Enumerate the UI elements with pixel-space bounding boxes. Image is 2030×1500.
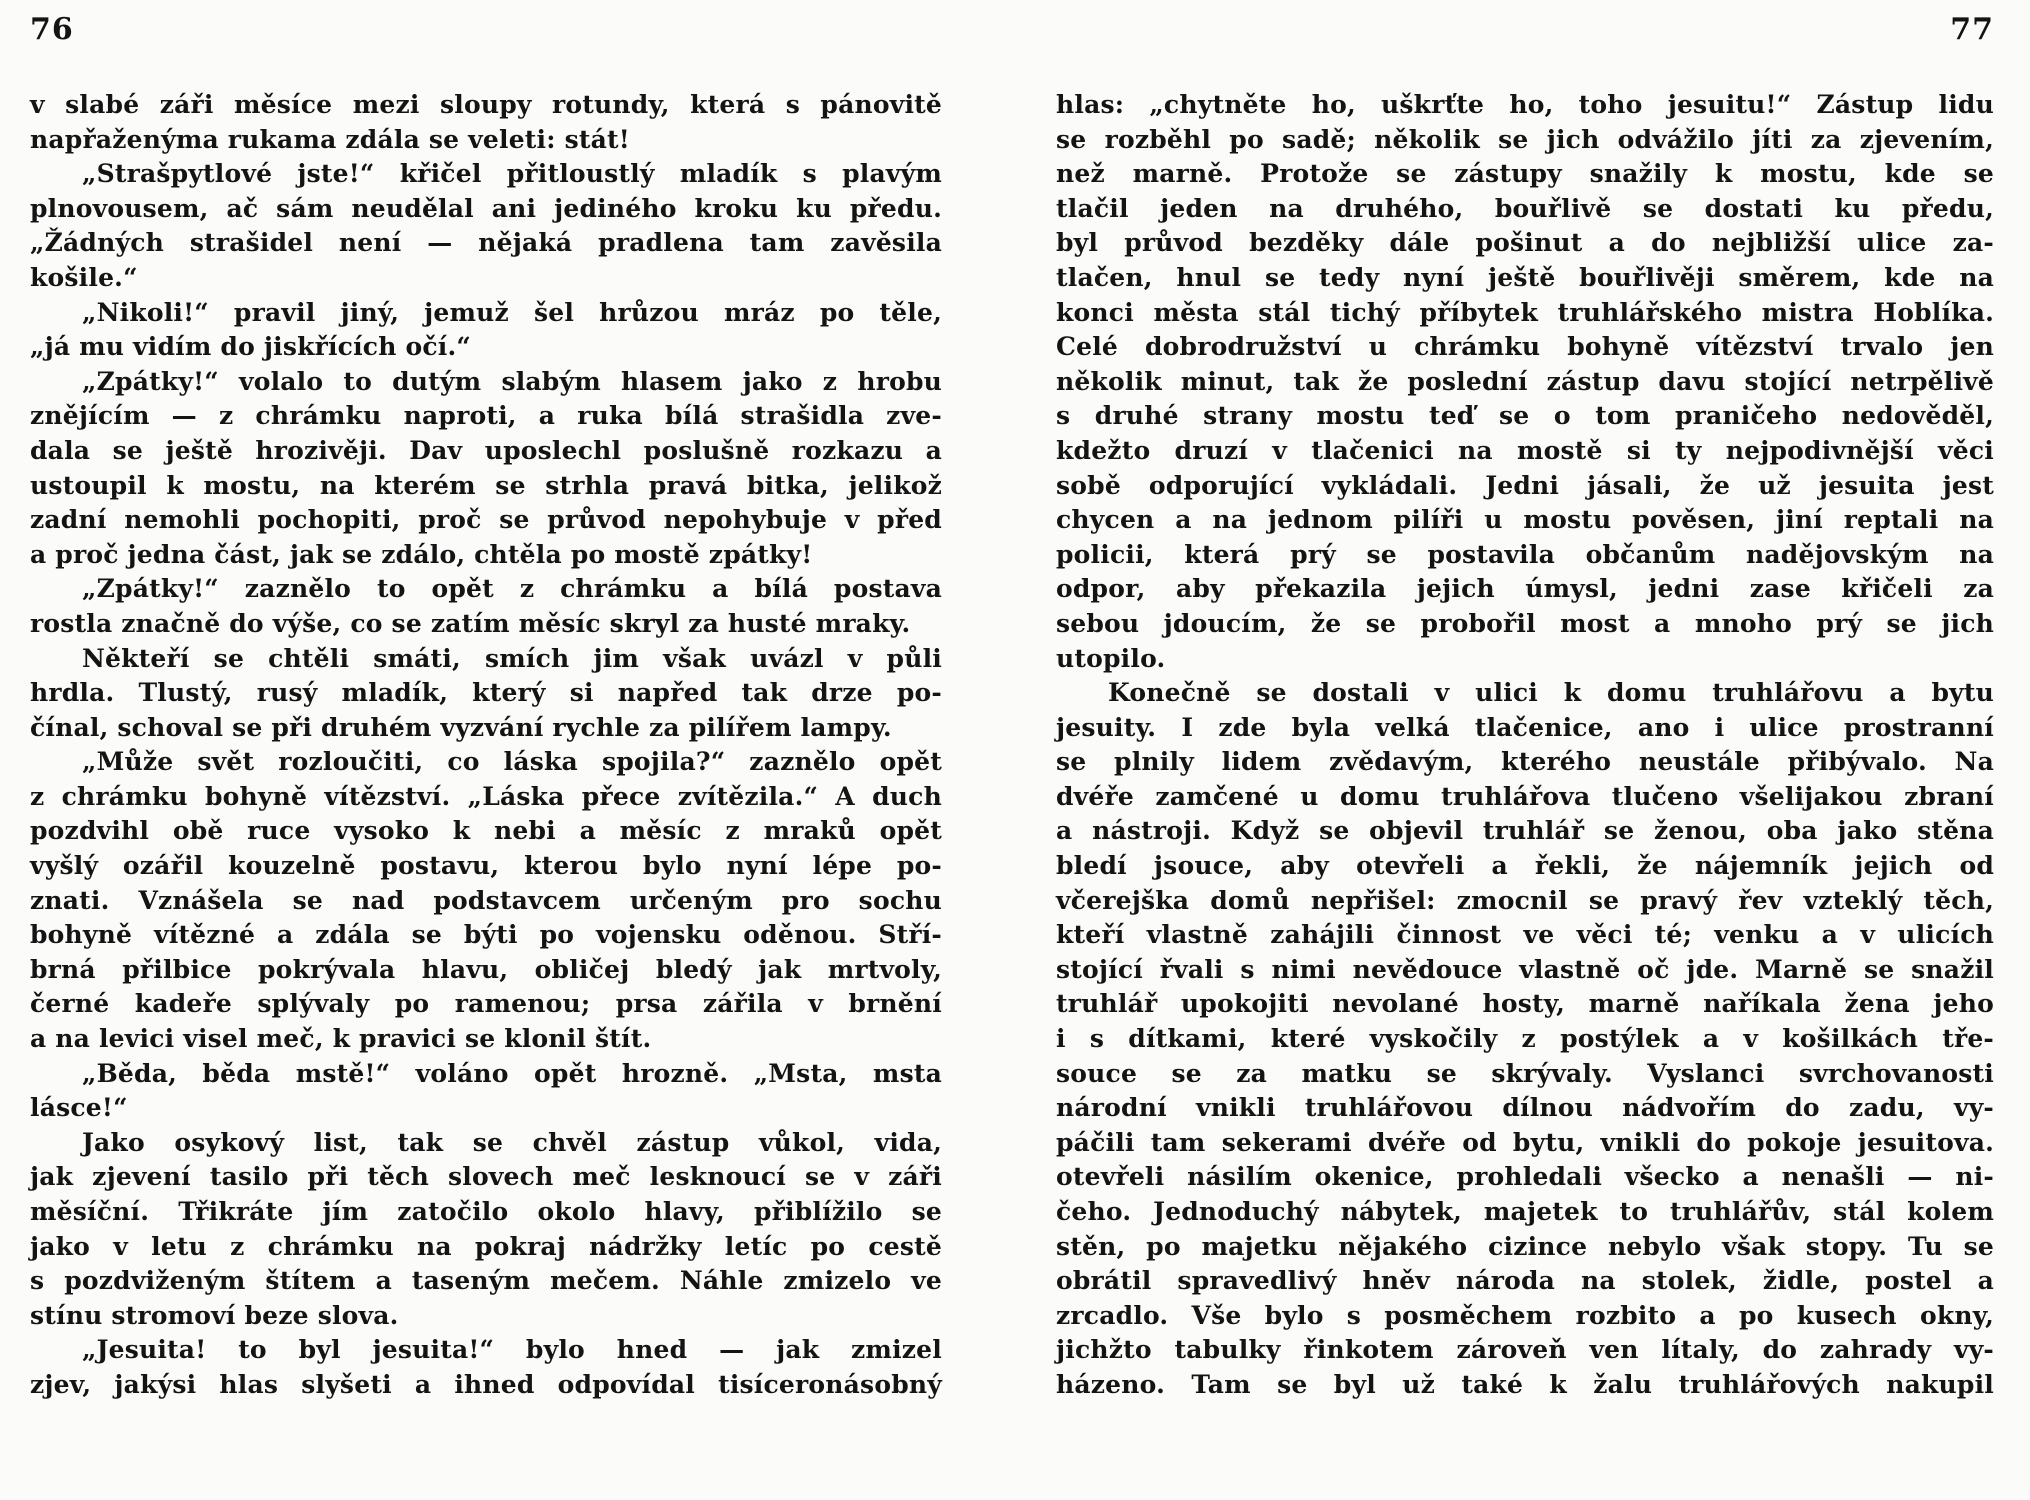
text-line: „Žádných strašidel není — nějaká pradlena tam zavěsila — [30, 228, 942, 258]
text-line: brná přilbice pokrývala hlavu, obličej bledý jak mrtvoly, — [30, 954, 942, 984]
text-line: a na levici visel meč, k pravici se klonil štít. — [30, 1024, 652, 1054]
text-line: tlačil jeden na druhého, bouřlivě se dostati ku předu, — [1056, 193, 1994, 223]
text-line: hrdla. Tlustý, rusý mladík, který si napřed tak drze po- — [30, 678, 942, 708]
text-line: jesuity. I zde byla velká tlačenice, ano i ulice prostranní — [1056, 712, 1994, 742]
text-line: a proč jedna část, jak se zdálo, chtěla po mostě zpátky! — [30, 539, 813, 569]
text-line: dala se ještě hrozivěji. Dav uposlechl poslušně rozkazu a — [30, 435, 942, 465]
text-line: kdežto druzí v tlačenici na mostě si ty nejpodivnější věci — [1056, 435, 1994, 465]
text-column-right — [1056, 88, 1994, 1403]
text-line: „Zpátky!“ zaznělo to opět z chrámku a bílá postava — [82, 574, 942, 604]
text-line: plnovousem, ač sám neudělal ani jediného kroku ku předu. — [30, 193, 942, 223]
text-line: černé kadeře splývaly po ramenou; prsa zářila v brnění — [30, 989, 942, 1019]
text-line: jichžto tabulky řinkotem zároveň ven lítaly, do zahrady vy- — [1056, 1335, 1994, 1365]
text-line: obrátil spravedlivý hněv národa na stolek, židle, postel a — [1056, 1266, 1994, 1296]
text-line: sobě odporující vykládali. Jedni jásali, že už jesuita jest — [1056, 470, 1994, 500]
text-line: a nástroji. Když se objevil truhlář se ženou, oba jako stěna — [1056, 816, 1994, 846]
text-line: zadní nemohli pochopiti, proč se průvod nepohybuje v před — [30, 505, 942, 535]
text-line: jak zjevení tasilo při těch slovech meč lesknoucí se v záři — [30, 1162, 942, 1192]
text-line: páčili tam sekerami dvéře od bytu, vnikli do pokoje jesuitova. — [1056, 1127, 1994, 1157]
text-line: Někteří se chtěli smáti, smích jim však uvázl v půli — [82, 643, 942, 673]
text-line: čeho. Jednoduchý nábytek, majetek to truhlářův, stál kolem — [1056, 1197, 1994, 1226]
text-line: ustoupil k mostu, na kterém se strhla pravá bitka, jelikož — [30, 470, 942, 500]
page-number-left: 76 — [30, 12, 74, 47]
text-line: zrcadlo. Vše bylo s posměchem rozbito a po kusech okny, — [1056, 1300, 1994, 1330]
text-line: hlas: „chytněte ho, uškrťte ho, toho jesuitu!“ Zástup lidu — [1056, 90, 1994, 119]
text-line: bohyně vítězné a zdála se býti po vojensku oděnou. Stří- — [30, 920, 942, 950]
text-line: Jako osykový list, tak se chvěl zástup vůkol, vida, — [82, 1127, 942, 1157]
text-line: házeno. Tam se byl už také k žalu truhlářových nakupil — [1056, 1369, 1994, 1399]
text-line: kteří vlastně zahájili činnost ve věci té; venku a v ulicích — [1056, 920, 1994, 950]
text-line: měsíční. Třikráte jím zatočilo okolo hlavy, přiblížilo se — [30, 1197, 942, 1226]
text-line: odpor, aby překazila jejich úmysl, jedni zase křičeli za — [1056, 574, 1994, 604]
text-line: znati. Vznášela se nad podstavcem určeným pro sochu — [30, 885, 942, 915]
text-line: souce se za matku se skrývaly. Vyslanci svrchovanosti — [1056, 1058, 1994, 1088]
text-line: tlačen, hnul se tedy nyní ještě bouřlivěji směrem, kde na — [1056, 262, 1994, 292]
text-line: se plnily lidem zvědavým, kterého neustále přibývalo. Na — [1056, 747, 1994, 777]
text-line: utopilo. — [1056, 643, 1166, 673]
text-line: se rozběhl po sadě; několik se jich odvážilo jíti za zjevením, — [1056, 124, 1994, 154]
text-line: byl průvod bezděky dále pošinut a do nejbližší ulice za- — [1056, 228, 1994, 258]
text-line: stojící řvali s nimi nevědouce vlastně oč jde. Marně se snažil — [1056, 954, 1994, 984]
text-line: než marně. Protože se zástupy snažily k mostu, kde se — [1056, 159, 1994, 189]
text-line: bledí jsouce, aby otevřeli a řekli, že nájemník jejich od — [1056, 851, 1994, 881]
text-line: z chrámku bohyně vítězství. „Láska přece zvítězila.“ A duch — [30, 781, 942, 811]
page-number-right: 77 — [1950, 12, 1994, 47]
text-line: „Může svět rozloučiti, co láska spojila?“ zaznělo opět — [82, 747, 942, 777]
text-line: stínu stromoví beze slova. — [30, 1300, 399, 1330]
text-column-left — [30, 88, 942, 1403]
text-line: pozdvihl obě ruce vysoko k nebi a měsíc z mraků opět — [30, 816, 942, 846]
text-line: dvéře zamčené u domu truhlářova tlučeno všelijakou zbraní — [1056, 781, 1994, 811]
text-line: včerejška domů nepřišel: zmocnil se pravý řev vzteklý těch, — [1056, 885, 1994, 915]
text-line: i s dítkami, které vyskočily z postýlek a v košilkách tře- — [1056, 1024, 1994, 1054]
text-line: národní vnikli truhlářovou dílnou nádvořím do zadu, vy- — [1056, 1093, 1994, 1123]
text-line: s pozdviženým štítem a taseným mečem. Náhle zmizelo ve — [30, 1266, 942, 1296]
text-line: vyšlý ozářil kouzelně postavu, kterou bylo nyní lépe po- — [30, 851, 942, 881]
text-line: chycen a na jednom pilíři u mostu pověsen, jiní reptali na — [1056, 505, 1994, 535]
text-line: „já mu vidím do jiskřících očí.“ — [30, 332, 471, 362]
text-line: Celé dobrodružství u chrámku bohyně vítězství trvalo jen — [1056, 332, 1994, 362]
text-line: „Jesuita! to byl jesuita!“ bylo hned — jak zmizel — [82, 1335, 942, 1365]
text-line: „Zpátky!“ volalo to dutým slabým hlasem jako z hrobu — [82, 366, 942, 396]
text-line: „Běda, běda mstě!“ voláno opět hrozně. „Msta, msta — [82, 1058, 942, 1088]
text-line: napřaženýma rukama zdála se veleti: stát! — [30, 124, 630, 154]
text-line: jako v letu z chrámku na pokraj nádržky letíc po cestě — [30, 1231, 942, 1261]
text-line: sebou jdoucím, že se probořil most a mnoho prý se jich — [1056, 608, 1994, 638]
text-line: stěn, po majetku nějakého cizince nebylo však stopy. Tu se — [1056, 1231, 1994, 1261]
text-line: znějícím — z chrámku naproti, a ruka bílá strašidla zve- — [30, 401, 942, 431]
text-line: policii, která prý se postavila občanům nadějovským na — [1056, 539, 1994, 569]
text-line: „Nikoli!“ pravil jiný, jemuž šel hrůzou mráz po těle, — [82, 297, 942, 327]
text-line: zjev, jakýsi hlas slyšeti a ihned odpovídal tisíceronásobný — [30, 1369, 942, 1399]
text-line: v slabé záři měsíce mezi sloupy rotundy, která s pánovitě — [30, 90, 942, 119]
text-line: konci města stál tichý příbytek truhlářského mistra Hoblíka. — [1056, 297, 1994, 327]
text-line: Konečně se dostali v ulici k domu truhlářovu a bytu — [1108, 678, 1994, 708]
text-line: truhlář upokojiti nevolané hosty, marně naříkala žena jeho — [1056, 989, 1994, 1019]
text-line: s druhé strany mostu teď se o tom praničeho nedověděl, — [1056, 401, 1994, 431]
text-line: otevřeli násilím okenice, prohledali všecko a nenašli — ni- — [1056, 1162, 1994, 1192]
text-line: košile.“ — [30, 262, 138, 292]
text-line: lásce!“ — [30, 1093, 128, 1123]
text-line: čínal, schoval se při druhém vyzvání rychle za pilířem lampy. — [30, 712, 892, 742]
text-line: rostla značně do výše, co se zatím měsíc skryl za husté mraky. — [30, 608, 911, 638]
text-line: několik minut, tak že poslední zástup davu stojící netrpělivě — [1056, 366, 1994, 396]
text-line: „Strašpytlové jste!“ křičel přitloustlý mladík s plavým — [82, 159, 942, 189]
